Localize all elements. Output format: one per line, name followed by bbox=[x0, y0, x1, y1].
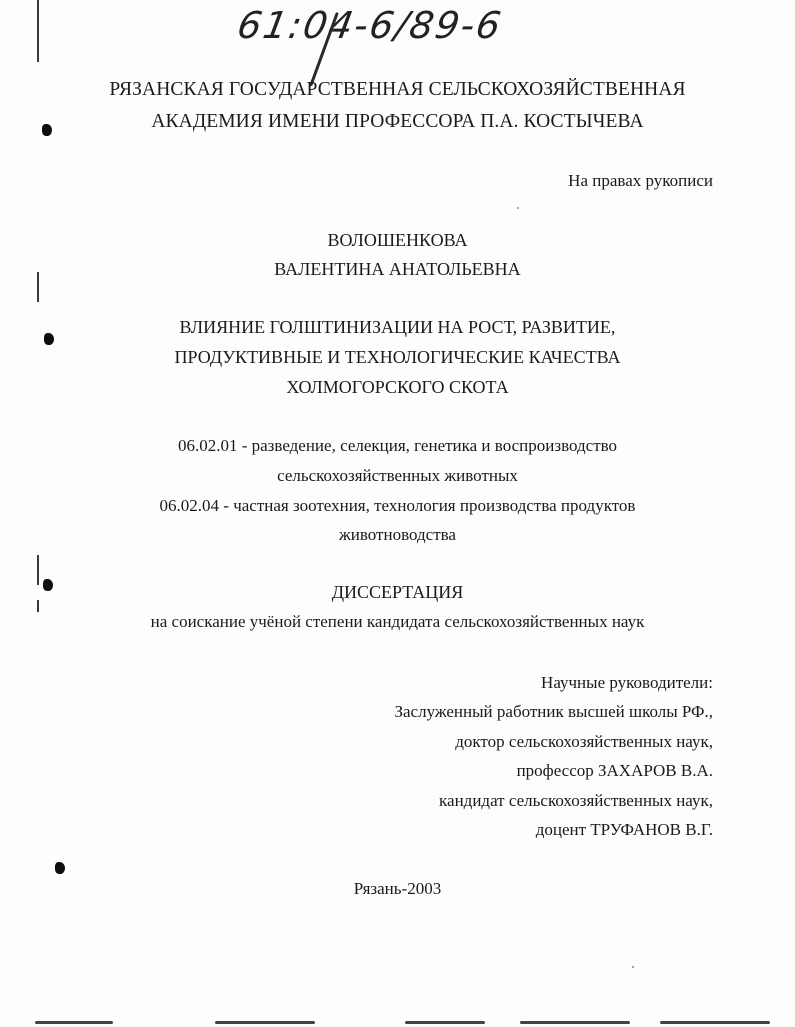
scan-bottom-smudge bbox=[660, 1021, 770, 1024]
scan-bottom-smudge bbox=[215, 1021, 315, 1024]
supervisor-line-2: доктор сельскохозяйственных наук, bbox=[455, 732, 713, 751]
author-given-names: ВАЛЕНТИНА АНАТОЛЬЕВНА bbox=[274, 259, 521, 279]
dissertation-title-line-3: ХОЛМОГОРСКОГО СКОТА bbox=[286, 377, 509, 397]
manuscript-rights-note: На правах рукописи bbox=[568, 171, 713, 190]
supervisor-line-3: профессор ЗАХАРОВ В.А. bbox=[516, 761, 713, 780]
scan-speck bbox=[517, 207, 519, 209]
handwritten-archive-code: 61:04-6/89-6 bbox=[234, 4, 506, 47]
scan-speck bbox=[632, 966, 634, 968]
supervisors-heading: Научные руководители: bbox=[541, 673, 713, 692]
scan-edge-line bbox=[37, 555, 39, 585]
supervisor-line-5: доцент ТРУФАНОВ В.Г. bbox=[535, 820, 713, 839]
scan-bottom-smudge bbox=[520, 1021, 630, 1024]
specialty-2-line-1: 06.02.04 - частная зоотехния, технология производства продуктов bbox=[159, 496, 636, 515]
specialty-1-line-1: 06.02.01 - разведение, селекция, генетика и воспроизводство bbox=[177, 436, 618, 455]
supervisor-line-1: Заслуженный работник высшей школы РФ., bbox=[394, 702, 713, 721]
author-surname: ВОЛОШЕНКОВА bbox=[327, 230, 468, 250]
document-type-heading: ДИССЕРТАЦИЯ bbox=[331, 582, 464, 602]
scan-edge-line bbox=[37, 0, 39, 62]
specialty-2-line-2: животноводства bbox=[339, 525, 456, 544]
punch-hole-mark bbox=[55, 862, 65, 874]
supervisor-line-4: кандидат сельскохозяйственных наук, bbox=[439, 791, 713, 810]
specialty-1-line-2: сельскохозяйственных животных bbox=[277, 466, 518, 485]
institution-line-2: АКАДЕМИЯ ИМЕНИ ПРОФЕССОРА П.А. КОСТЫЧЕВА bbox=[151, 111, 644, 132]
institution-line-1: РЯЗАНСКАЯ ГОСУДАРСТВЕННАЯ СЕЛЬСКОХОЗЯЙСТВЕННАЯ bbox=[109, 79, 686, 100]
dissertation-title-line-2: ПРОДУКТИВНЫЕ И ТЕХНОЛОГИЧЕСКИЕ КАЧЕСТВА bbox=[174, 347, 621, 367]
place-and-year: Рязань-2003 bbox=[353, 879, 442, 898]
scan-bottom-smudge bbox=[35, 1021, 113, 1024]
scan-edge-line bbox=[37, 600, 39, 612]
scan-bottom-smudge bbox=[405, 1021, 485, 1024]
document-type-subtitle: на соискание учёной степени кандидата сельскохозяйственных наук bbox=[150, 612, 645, 631]
dissertation-title-line-1: ВЛИЯНИЕ ГОЛШТИНИЗАЦИИ НА РОСТ, РАЗВИТИЕ, bbox=[179, 317, 616, 337]
